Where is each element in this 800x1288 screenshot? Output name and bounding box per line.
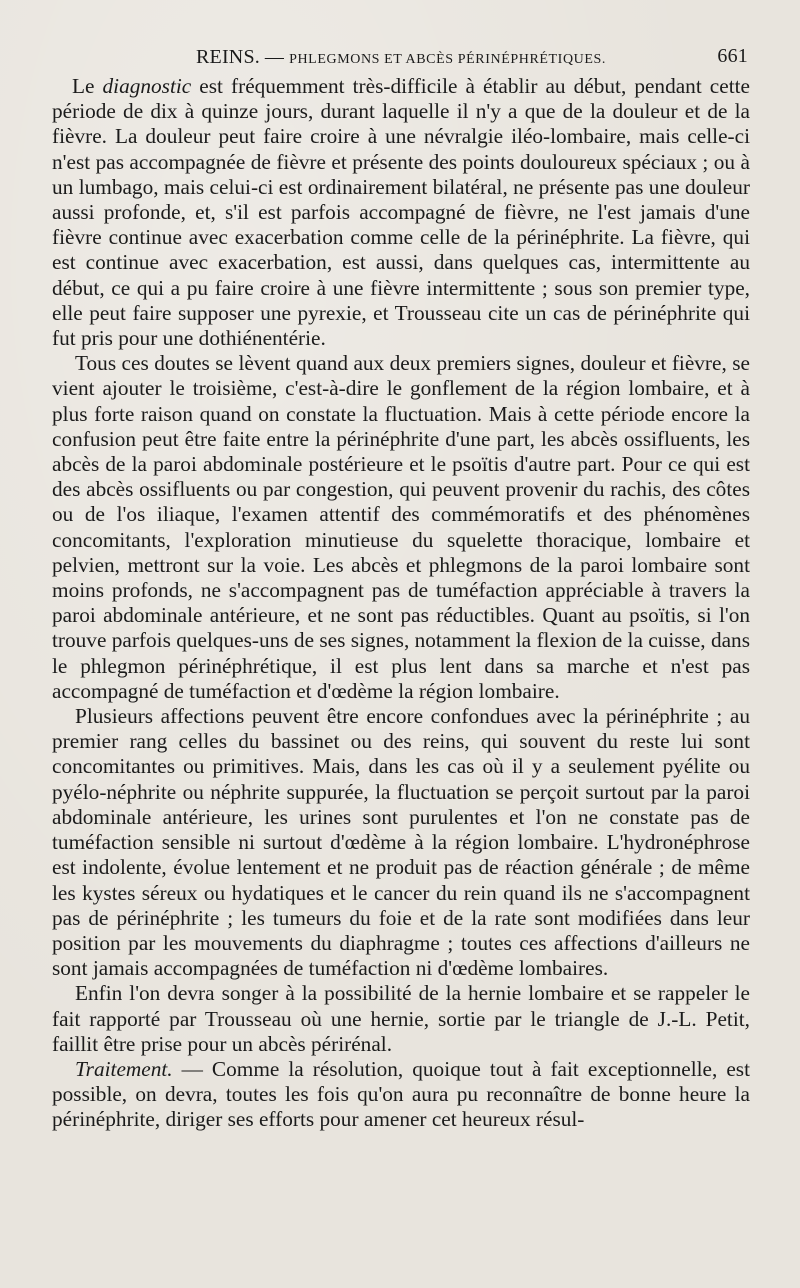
section-title: PHLEGMONS ET ABCÈS PÉRINÉPHRÉTIQUES. <box>289 52 607 67</box>
chapter-title: REINS. <box>195 46 260 68</box>
paragraph-diagnostic <box>52 74 750 351</box>
page-number: 661 <box>717 45 748 67</box>
paragraph-text: Plusieurs affections peuvent être encore confondues avec la périnéphrite ; au premier rang celles du bassinet ou des reins, qui souvent du reste lui sont concomitantes ou primitives. Mais, dans les cas où il y a seulement pyélite ou pyélo-néphrite ou néphrite suppurée, la fluctuation se perçoit surtout par la paroi abdominale antérieure, les urines sont purulentes et l'on ne constate pas de tuméfaction sensible ni surtout d'œdème à la région lombaire. L'hydronéphrose est indolente, évolue lentement et ne produit pas de réaction générale ; de même les kystes séreux ou hydatiques et le cancer du rein quand ils ne s'accompagnent pas de périnéphrite ; les tumeurs du foie et de la rate sont modifiées dans leur position par les mouvements du diaphragme ; toutes ces affections d'ailleurs ne sont jamais accompagnées de tuméfaction ni d'œdème lombaires. <box>52 704 750 981</box>
paragraph-text: est fréquemment très-difficile à établir au début, pendant cette période de dix à quinze jours, durant laquelle il n'y a que de la douleur et de la fièvre. La douleur peut faire croire à une névralgie iléo-lombaire, mais celle-ci n'est pas accompagnée de fièvre et présente des points douloureux spéciaux ; ou à un lumbago, mais celui-ci est ordinairement bilatéral, ne présente pas une douleur aussi profonde, et, s'il est parfois accompagné de fièvre, ne l'est jamais d'une fièvre continue avec exacerbation comme celle de la périnéphrite. La fièvre, qui est continue avec exacerbation, est aussi, dans quelques cas, intermittente au début, ce qui a pu faire croire à une fièvre intermittente ; sous son premier type, elle peut faire supposer une pyrexie, et Trousseau cite un cas de périnéphrite qui fut pris pour une dothiénentérie. <box>52 74 750 351</box>
paragraph-affections <box>52 704 750 981</box>
title-separator: — <box>264 47 285 68</box>
paragraph-text: Tous ces doutes se lèvent quand aux deux premiers signes, douleur et fièvre, se vient ajouter le troisième, c'est-à-dire le gonflement de la région lombaire, et à plus forte raison quand on constate la fluctuation. Mais à cette période encore la confusion peut être faite entre la périnéphrite d'une part, les abcès ossifluents, les abcès de la paroi abdominale postérieure et le psoïtis d'autre part. Pour ce qui est des abcès ossifluents ou par congestion, qui peuvent provenir du rachis, des côtes ou de l'os iliaque, l'examen attentif des commémoratifs et des phénomènes concomitants, l'exploration minutieuse du squelette thoracique, lombaire et pelvien, mettront sur la voie. Les abcès et phlegmons de la paroi lombaire sont moins profonds, ne s'accompagnent pas de tuméfaction appréciable à travers la paroi abdominale antérieure, et ne sont pas réductibles. Quant au psoïtis, si l'on trouve parfois quelques-uns de ses signes, notamment la flexion de la cuisse, dans le phlegmon périnéphrétique, il est plus lent dans sa marche et n'est pas accompagné de tuméfaction et d'œdème la région lombaire. <box>52 351 750 703</box>
paragraph-hernia <box>52 981 750 1057</box>
body-text <box>52 74 750 1133</box>
paragraph-emphasis: Traitement. <box>75 1056 173 1081</box>
paragraph-lead: Le <box>72 74 103 98</box>
running-header <box>52 40 750 74</box>
running-title <box>52 46 750 69</box>
paragraph-text: — Comme la résolution, quoique tout à fait exceptionnelle, est possible, on devra, toutes les fois qu'on aura pu reconnaître de bonne heure la périnéphrite, diriger ses efforts pour amener cet heureux résul- <box>52 1056 750 1132</box>
paragraph-text: Enfin l'on devra songer à la possibilité de la hernie lombaire et se rappeler le fait rapporté par Trousseau où une hernie, sortie par le triangle de J.-L. Petit, faillit être prise pour un abcès périrénal. <box>52 981 750 1056</box>
paragraph-emphasis: diagnostic <box>102 74 192 98</box>
paragraph-treatment <box>52 1057 750 1133</box>
paragraph-doubts <box>52 351 750 704</box>
